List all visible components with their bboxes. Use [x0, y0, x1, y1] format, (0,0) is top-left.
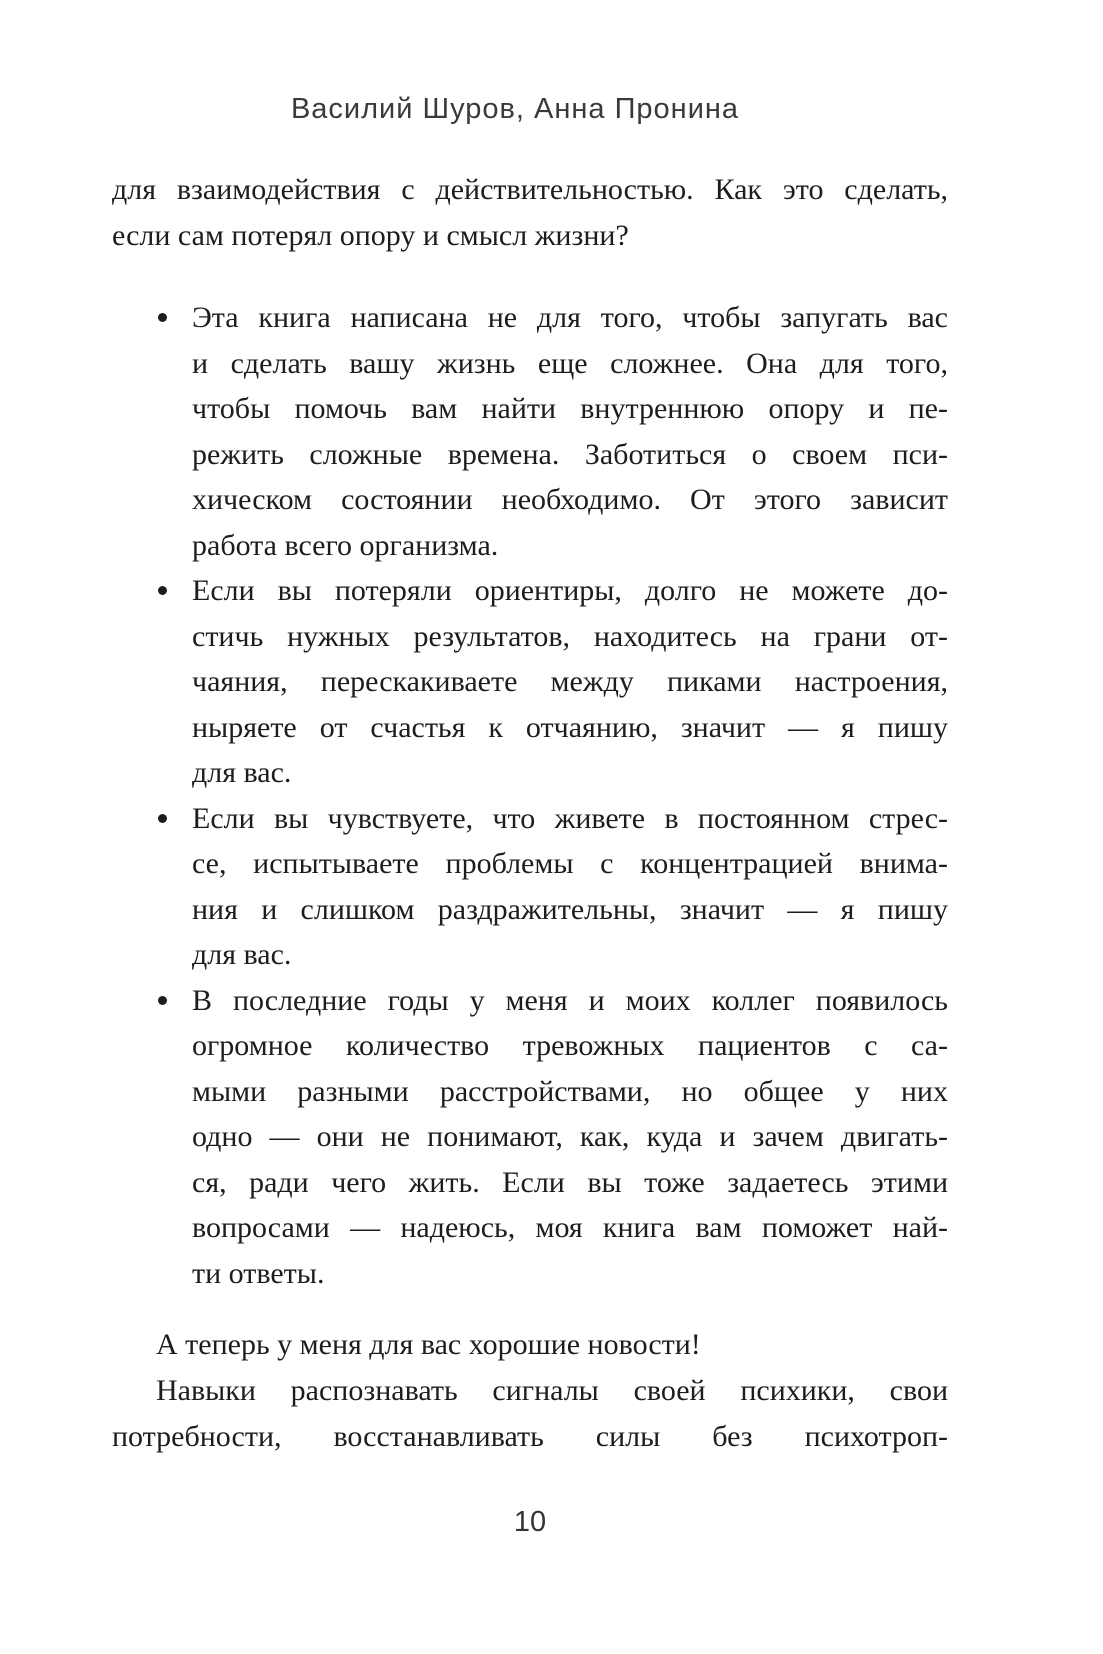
bullet-text [192, 568, 948, 796]
bullet-list [112, 295, 948, 1296]
text-line: се, испытываете проблемы с концентрацией внима- [192, 847, 948, 880]
text-line: и сделать вашу жизнь еще сложнее. Она для того, [192, 346, 948, 380]
text-line: чаяния, перескакиваете между пиками настроения, [192, 665, 948, 698]
bullet-item [112, 796, 948, 978]
bullet-item [112, 295, 948, 568]
bullet-text [192, 295, 948, 568]
text-line: ныряете от счастья к отчаянию, значит — я пишу [192, 710, 948, 744]
text-line: для взаимодействия с действительностью. Как это сделать, [112, 173, 948, 206]
bullet-text [192, 796, 948, 978]
bullet-dot-icon [158, 814, 167, 823]
text-line: хическом состоянии необходимо. От этого зависит [192, 483, 948, 516]
closing-paragraph-2 [112, 1368, 948, 1459]
text-line: для вас. [192, 938, 292, 971]
bullet-dot-icon [158, 996, 167, 1005]
text-line: Навыки распознавать сигналы своей психики, свои [156, 1374, 948, 1407]
text-line: ния и слишком раздражительны, значит — я пишу [192, 892, 948, 926]
intro-paragraph [112, 167, 948, 258]
bullet-text [192, 978, 948, 1297]
text-line: режить сложные времена. Заботиться о своем пси- [192, 437, 948, 471]
text-line: работа всего организма. [192, 528, 499, 562]
bullet-item [112, 568, 948, 796]
bullet-dot-icon [158, 586, 167, 595]
text-line: вопросами — надеюсь, моя книга вам поможет най- [192, 1211, 948, 1244]
text-line: Если вы чувствуете, что живете в постоянном стрес- [192, 801, 948, 835]
text-line: если сам потерял опору и смысл жизни? [112, 218, 629, 252]
text-line: одно — они не понимают, как, куда и зачем двигать- [192, 1120, 948, 1153]
text-line: Если вы потеряли ориентиры, долго не можете до- [192, 574, 948, 607]
text-line: мыми разными расстройствами, но общее у них [192, 1074, 948, 1108]
text-column [112, 0, 948, 1654]
text-line: для вас. [192, 756, 292, 789]
text-line: потребности, восстанавливать силы без психотроп- [112, 1419, 948, 1453]
bullet-item [112, 978, 948, 1297]
page-number: 10 [513, 1506, 547, 1538]
text-line: Эта книга написана не для того, чтобы запугать вас [192, 301, 948, 334]
text-line: В последние годы у меня и моих коллег появилось [192, 983, 948, 1017]
text-line: ся, ради чего жить. Если вы тоже задаетесь этими [192, 1165, 948, 1199]
text-line: стичь нужных результатов, находитесь на грани от- [192, 619, 948, 653]
bullet-dot-icon [158, 313, 167, 322]
closing-paragraph-1 [112, 1322, 948, 1368]
text-line: А теперь у меня для вас хорошие новости! [156, 1328, 701, 1361]
text-line: огромное количество тревожных пациентов с са- [192, 1029, 948, 1062]
running-header-authors: Василий Шуров, Анна Пронина [290, 93, 740, 125]
text-line: ти ответы. [192, 1256, 325, 1290]
text-line: чтобы помочь вам найти внутреннюю опору и пе- [192, 392, 948, 425]
